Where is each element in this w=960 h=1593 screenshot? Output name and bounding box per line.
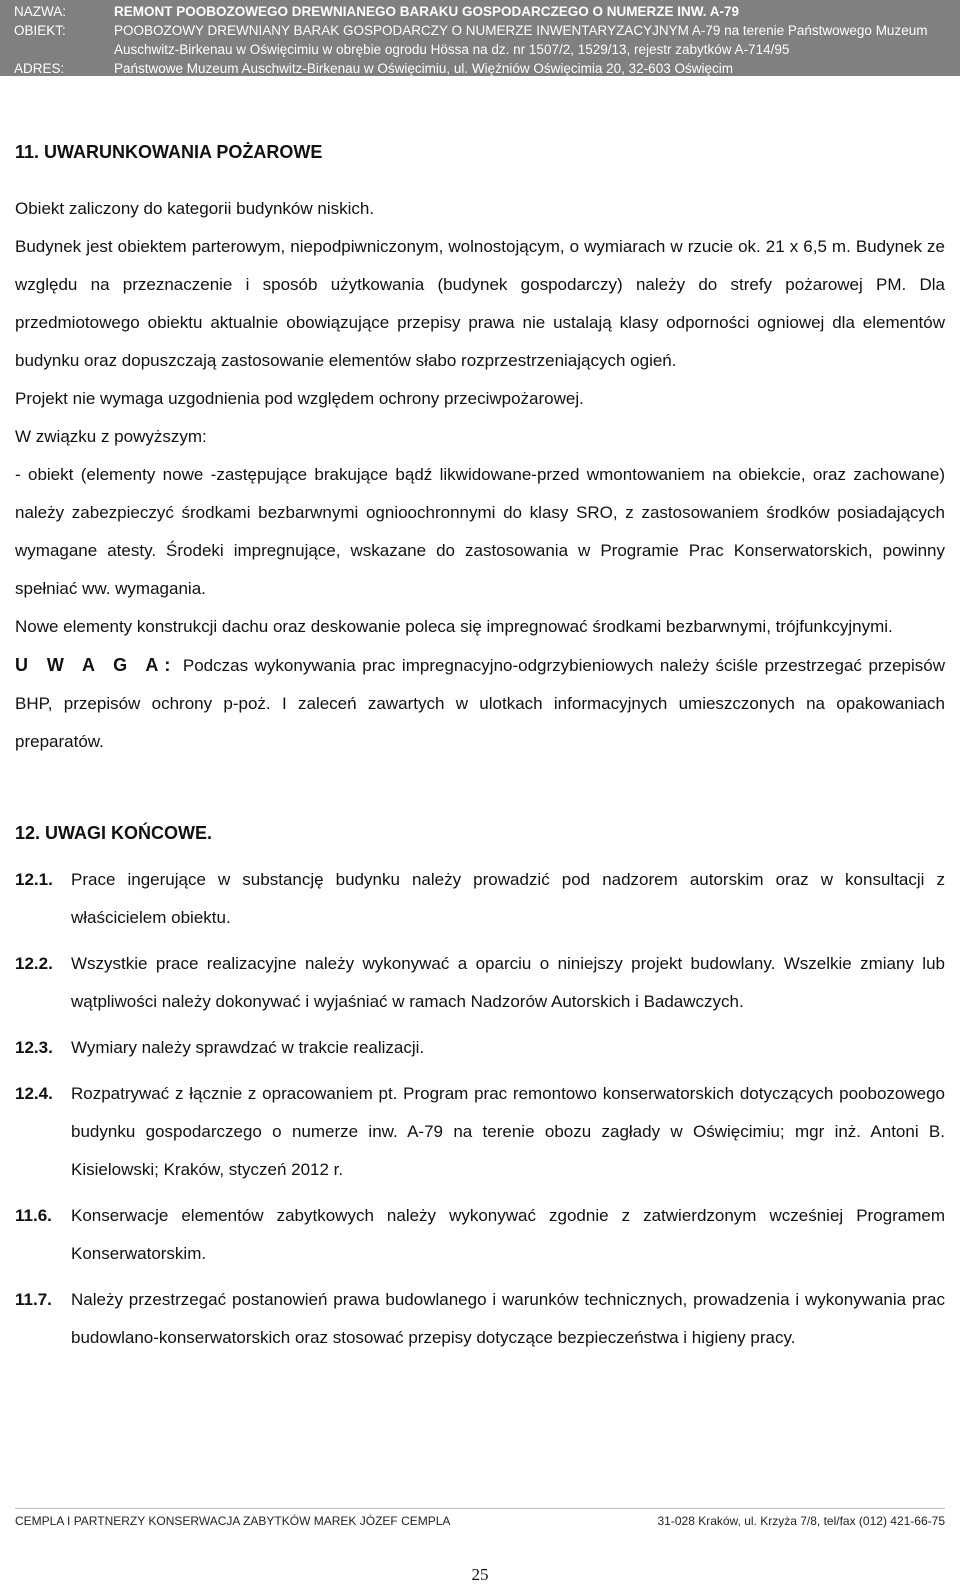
item-text: Konserwacje elementów zabytkowych należy wykonywać zgodnie z zatwierdzonym wcześniej Programem Konserwatorskim.	[71, 1206, 945, 1263]
paragraph: W związku z powyższym:	[15, 427, 207, 446]
header-row-address	[14, 59, 946, 78]
header-label: ADRES:	[14, 61, 65, 76]
warning-label: U W A G A:	[15, 655, 177, 675]
header-label	[14, 40, 114, 59]
list-item	[15, 861, 945, 937]
item-number: 11.6.	[15, 1206, 52, 1225]
section-title: 12. UWAGI KOŃCOWE.	[15, 823, 213, 843]
footer-company: CEMPLA I PARTNERZY KONSERWACJA ZABYTKÓW MAREK JÓZEF CEMPLA	[15, 1514, 451, 1528]
header-row-object	[14, 21, 946, 40]
item-number: 12.4.	[15, 1084, 53, 1103]
item-text: Należy przestrzegać postanowień prawa budowlanego i warunków technicznych, prowadzenia i wykonywania prac budowlano-konserwatorskich oraz stosować przepisy dotyczące bezpieczeństwa i higieny pracy.	[71, 1290, 945, 1347]
paragraph: Nowe elementy konstrukcji dachu oraz deskowanie poleca się impregnować środkami bezbarwnymi, trójfunkcyjnymi.	[15, 617, 893, 636]
footer-divider	[15, 1508, 945, 1509]
section-title: 11. UWARUNKOWANIA POŻAROWE	[15, 142, 323, 162]
warning-text: Podczas wykonywania prac impregnacyjno-odgrzybieniowych należy ściśle przestrzegać przepisów BHP, przepisów ochrony p-poż. I zaleceń zawartych w ulotkach informacyjnych umieszczonych na opakowaniach preparatów.	[15, 656, 946, 751]
item-number: 12.2.	[15, 954, 53, 973]
list-item	[15, 945, 945, 1021]
list-item	[15, 1197, 945, 1273]
item-number: 11.7.	[15, 1290, 52, 1309]
document-footer	[15, 1514, 945, 1528]
header-value: REMONT POOBOZOWEGO DREWNIANEGO BARAKU GOSPODARCZEGO O NUMERZE INW. A-79	[114, 4, 740, 19]
paragraph: Obiekt zaliczony do kategorii budynków niskich.	[15, 199, 375, 218]
list-item	[15, 1029, 945, 1067]
section-12	[15, 821, 945, 1357]
item-text: Wymiary należy sprawdzać w trakcie realizacji.	[71, 1038, 425, 1057]
document-body	[15, 140, 945, 1365]
item-number: 12.3.	[15, 1038, 53, 1057]
item-text: Rozpatrywać z łącznie z opracowaniem pt. Program prac remontowo konserwatorskich dotyczących poobozowego budynku gospodarczego o numerze inw. A-79 na terenie obozu zagłady w Oświęcimiu; mgr inż. Antoni B. Kisielowski; Kraków, styczeń 2012 r.	[71, 1084, 945, 1179]
header-label: OBIEKT:	[14, 23, 66, 38]
section-11	[15, 140, 945, 761]
item-number: 12.1.	[15, 870, 53, 889]
item-text: Prace ingerujące w substancję budynku należy prowadzić pod nadzorem autorskim oraz w konsultacji z właścicielem obiektu.	[71, 870, 945, 927]
header-value: Auschwitz-Birkenau w Oświęcimiu w obrębie ogrodu Hössa na dz. nr 1507/2, 1529/13, rejestr zabytków A-714/95	[114, 42, 790, 57]
header-row-object-cont	[14, 40, 946, 59]
list-item	[15, 1281, 945, 1357]
header-value: Państwowe Muzeum Auschwitz-Birkenau w Oświęcimiu, ul. Więźniów Oświęcimia 20, 32-603 Oświęcim	[114, 61, 733, 76]
paragraph: Projekt nie wymaga uzgodnienia pod względem ochrony przeciwpożarowej.	[15, 389, 584, 408]
paragraph: - obiekt (elementy nowe -zastępujące brakujące bądź likwidowane-przed wmontowaniem na obiekcie, oraz zachowane) należy zabezpieczyć środkami bezbarwnymi ognioochronnymi do klasy SRO, z zastosowaniem środków posiadających wymagane atesty. Środeki impregnujące, wskazane do zastosowania w Programie Prac Konserwatorskich, powinny spełniać ww. wymagania.	[15, 465, 945, 598]
item-text: Wszystkie prace realizacyjne należy wykonywać a oparciu o niniejszy projekt budowlany. Wszelkie zmiany lub wątpliwości należy dokonywać i wyjaśniać w ramach Nadzorów Autorskich i Badawczych.	[71, 954, 945, 1011]
page-number: 25	[471, 1565, 489, 1584]
paragraph: Budynek jest obiektem parterowym, niepodpiwniczonym, wolnostojącym, o wymiarach w rzucie ok. 21 x 6,5 m. Budynek ze względu na przeznaczenie i sposób użytkowania (budynek gospodarczy) należy do strefy pożarowej PM. Dla przedmiotowego obiektu aktualnie obowiązujące przepisy prawa nie ustalają klasy odporności ogniowej dla elementów budynku oraz dopuszczają zastosowanie elementów słabo rozprzestrzeniających ogień.	[15, 237, 945, 370]
header-label: NAZWA:	[14, 4, 66, 19]
list-item	[15, 1075, 945, 1189]
warning-paragraph	[15, 646, 945, 761]
footer-address: 31-028 Kraków, ul. Krzyża 7/8, tel/fax (012) 421-66-75	[657, 1514, 945, 1528]
header-value: POOBOZOWY DREWNIANY BARAK GOSPODARCZY O NUMERZE INWENTARYZACYJNYM A-79 na terenie Państwowego Muzeum	[114, 23, 928, 38]
document-header	[0, 0, 960, 76]
header-row-name	[14, 2, 946, 21]
